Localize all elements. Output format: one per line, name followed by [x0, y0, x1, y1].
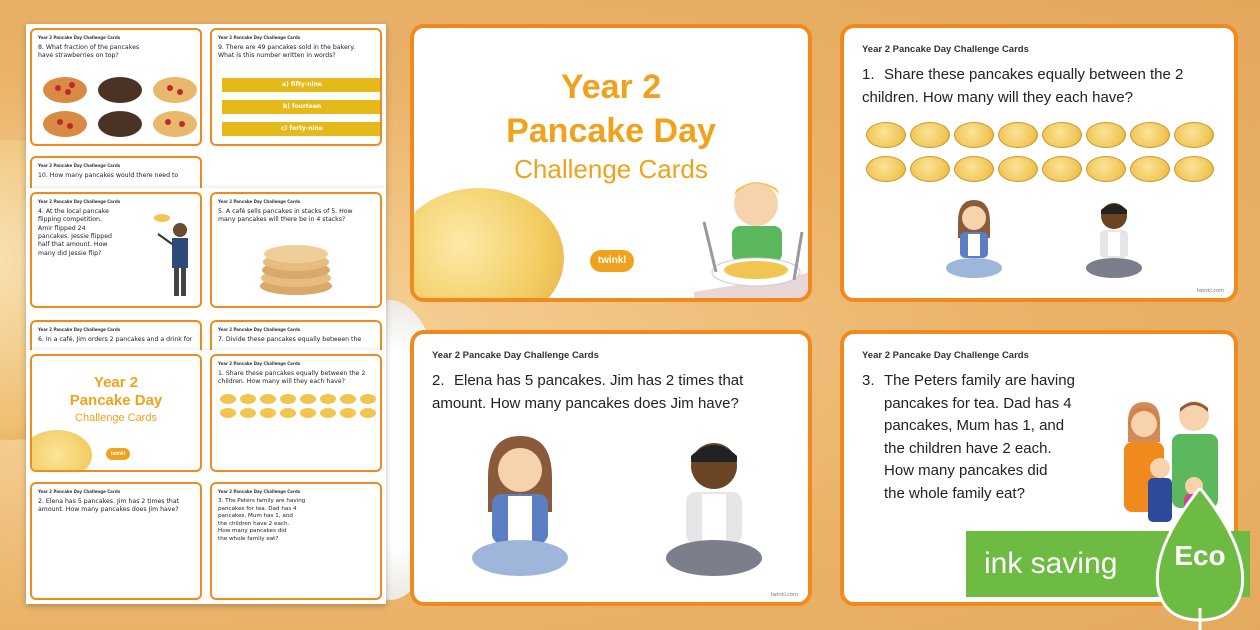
thumbnail-question: 9. There are 49 pancakes sold in the bakery. What is this number written in words?: [218, 44, 356, 60]
pancake: [1130, 156, 1170, 182]
thumbnail-twinkl-logo: twinkl: [106, 448, 130, 460]
thumbnail-card-header: Year 2 Pancake Day Challenge Cards: [218, 199, 301, 204]
challenge-card-1: [840, 24, 1238, 302]
title-year: Year 2: [560, 68, 662, 106]
thumbnail-card-header: Year 2 Pancake Day Challenge Cards: [218, 327, 301, 332]
question-line: pancakes for tea. Dad has 4: [884, 394, 1072, 412]
boy-sitting-image: [1084, 198, 1144, 282]
pancake: [866, 122, 906, 148]
thumbnail-card-q3: [210, 482, 382, 600]
pancake: [1086, 122, 1126, 148]
thumbnail-title-line2: Pancake Day: [69, 392, 163, 409]
question-line: pancakes, Mum has 1, and: [884, 417, 1065, 434]
pancake: [954, 156, 994, 182]
pancake: [1174, 156, 1214, 182]
title-pancake-day: Pancake Day: [506, 112, 716, 150]
card-footer: twinkl.com: [770, 592, 798, 598]
card-header: Year 2 Pancake Day Challenge Cards: [862, 44, 1029, 55]
thumbnail-sheet-3: [26, 350, 386, 604]
title-pancake-image: [410, 188, 564, 302]
jim-sitting-image: [664, 434, 764, 584]
elena-sitting-image: [470, 434, 570, 584]
thumbnail-question: 7. Divide these pancakes equally between the: [218, 336, 362, 343]
pancake: [866, 156, 906, 182]
strawberry-pancakes-image: [40, 72, 200, 142]
ink-saving-label: ink saving: [984, 547, 1118, 580]
pancake: [1174, 122, 1214, 148]
pancake-stack-image: [256, 238, 336, 298]
title-card: [410, 24, 812, 302]
pancake: [1042, 156, 1082, 182]
thumbnail-question: 5. A café sells pancakes in stacks of 5. How many pancakes will there be in 4 stacks?: [218, 208, 353, 224]
thumbnail-question: 2. Elena has 5 pancakes. Jim has 2 times that amount. How many pancakes does Jim have?: [38, 498, 180, 514]
thumbnail-title-pancake: [30, 430, 92, 472]
thumbnail-card-q1: [210, 354, 382, 472]
thumbnail-sheet-2: [26, 188, 386, 350]
thumbnail-question: 8. What fraction of the pancakes have strawberries on top?: [38, 44, 140, 60]
thumbnail-sheet-1: [26, 24, 386, 190]
question-number: 2.: [432, 372, 445, 389]
card-question: [862, 64, 1202, 109]
pancake: [910, 122, 950, 148]
thumbnail-card-header: Year 2 Pancake Day Challenge Cards: [38, 327, 121, 332]
pancake: [1130, 122, 1170, 148]
thumbnail-card-header: Year 2 Pancake Day Challenge Cards: [38, 163, 121, 168]
question-number: 1.: [862, 66, 875, 83]
question-text: Share these pancakes equally between the 2 children. How many will they each have?: [862, 66, 1184, 106]
pancake-flipper-image: [150, 208, 200, 304]
answer-option-c: c) forty-nine: [222, 122, 382, 136]
answer-option-b: b) fourteen: [222, 100, 382, 114]
pancake: [954, 122, 994, 148]
thumbnail-card-q2: [30, 482, 202, 600]
question-line: the whole family eat?: [884, 484, 1025, 502]
question-number: 3.: [862, 372, 875, 389]
thumbnail-question: 6. In a café, Jim orders 2 pancakes and a drink for: [38, 336, 193, 343]
pancake: [998, 156, 1038, 182]
thumbnail-question: 1. Share these pancakes equally between the 2 children. How many will they each have?: [218, 370, 366, 386]
thumbnail-card-header: Year 2 Pancake Day Challenge Cards: [218, 35, 301, 40]
thumbnail-card-q8: [30, 28, 202, 146]
thumbnail-card-header: Year 2 Pancake Day Challenge Cards: [218, 361, 301, 366]
eco-leaf-icon: [1150, 488, 1250, 630]
eco-label: Eco: [1174, 540, 1226, 571]
thumbnail-card-q9: [210, 28, 382, 146]
thumbnail-question: 3. The Peters family are having pancakes for tea. Dad has 4 pancakes, Mum has 1, and the children have 2 each. How many pancakes did the whole family eat?: [218, 498, 306, 542]
card-footer: twinkl.com: [1196, 288, 1224, 294]
pancake: [998, 122, 1038, 148]
question-text: Elena has 5 pancakes. Jim has 2 times that amount. How many pancakes does Jim have?: [432, 372, 744, 412]
thumbnail-question: 4. At the local pancake flipping competition, Amir flipped 24 pancakes. Jessie flipped half that amount. How many did Jessie flip?: [38, 208, 112, 257]
question-line: The Peters family are having: [884, 372, 1075, 389]
boy-eating-pancakes-image: [694, 172, 812, 302]
girl-sitting-image: [944, 198, 1004, 282]
thumbnail-card-header: Year 2 Pancake Day Challenge Cards: [38, 489, 121, 494]
thumbnail-title-card: [30, 354, 202, 472]
thumbnail-pancakes-image: [218, 392, 378, 422]
pancake: [910, 156, 950, 182]
card-question: [862, 370, 1112, 505]
thumbnail-card-q4: [30, 192, 202, 308]
thumbnail-card-q5: [210, 192, 382, 308]
pancake: [1042, 122, 1082, 148]
answer-option-a: a) fifty-nine: [222, 78, 382, 92]
thumbnail-card-header: Year 2 Pancake Day Challenge Cards: [218, 489, 301, 494]
thumbnail-question: 10. How many pancakes would there need to: [38, 172, 179, 179]
card-question: [432, 370, 784, 415]
card-header: Year 2 Pancake Day Challenge Cards: [862, 350, 1029, 361]
thumbnail-card-header: Year 2 Pancake Day Challenge Cards: [38, 35, 121, 40]
thumbnail-title-line3: Challenge Cards: [75, 412, 157, 424]
pancake: [1086, 156, 1126, 182]
thumbnail-title-line1: Year 2: [93, 374, 139, 391]
question-line: the children have 2 each.: [884, 439, 1052, 457]
question-line: How many pancakes did: [884, 462, 1048, 479]
challenge-card-2: [410, 330, 812, 606]
thumbnail-card-header: Year 2 Pancake Day Challenge Cards: [38, 199, 121, 204]
twinkl-logo: twinkl: [590, 250, 634, 272]
card-header: Year 2 Pancake Day Challenge Cards: [432, 350, 599, 361]
title-challenge-cards: Challenge Cards: [514, 154, 708, 184]
